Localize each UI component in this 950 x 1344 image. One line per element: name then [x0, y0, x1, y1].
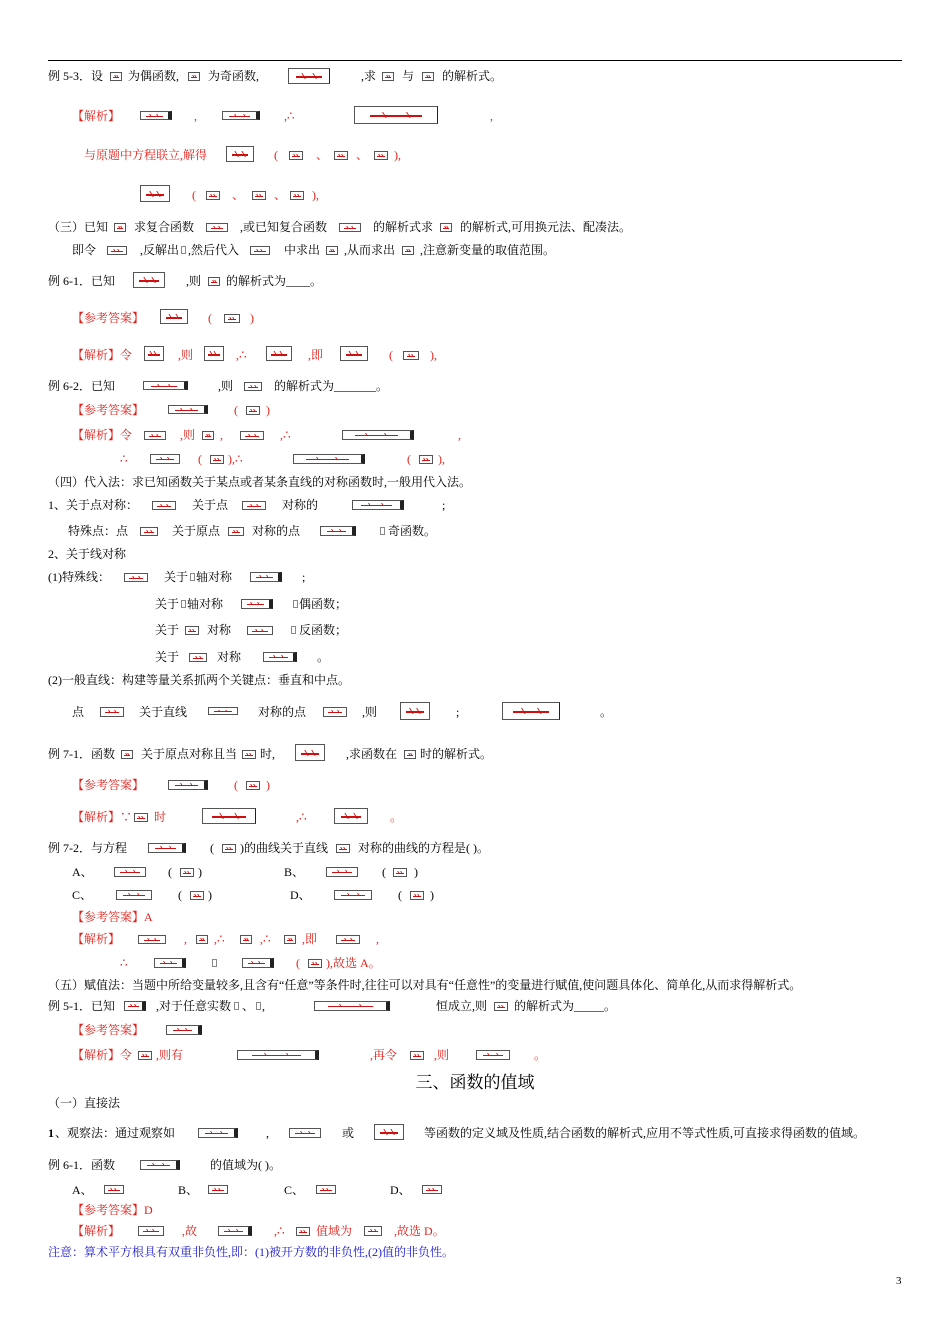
formula-image-icon: [320, 526, 356, 536]
formula-image-icon: [244, 382, 262, 391]
formula-image-icon: [247, 626, 273, 635]
formula-image-icon: [380, 527, 385, 535]
text: ,∴: [274, 1224, 285, 1238]
text: 【参考答案】: [72, 311, 145, 325]
text: 、: [242, 999, 255, 1013]
formula-image-icon: [403, 351, 419, 360]
formula-image-icon: [284, 935, 296, 944]
text: ,∴: [284, 109, 295, 123]
formula-image-icon: [154, 958, 186, 968]
formula-image-icon: [107, 246, 127, 255]
formula-image-icon: [293, 454, 365, 464]
formula-image-icon: [404, 750, 416, 759]
text: 轴对称: [187, 597, 224, 611]
formula-image-icon: [143, 381, 188, 390]
text: ): [250, 311, 254, 325]
text: ,∴: [214, 932, 225, 946]
text: 【参考答案】: [72, 1023, 145, 1037]
formula-image-icon: [152, 501, 176, 510]
text: 。: [317, 650, 330, 664]
text: 的值域为( )。: [210, 1158, 281, 1172]
text: 等函数的定义域及性质,结合函数的解析式,应用不等式性质,可直接求得函数的值域。: [424, 1126, 866, 1140]
text: 、: [316, 148, 329, 162]
text: ,或已知复合函数: [240, 220, 328, 234]
text: 恒成立,则: [436, 999, 488, 1013]
formula-image-icon: [181, 246, 186, 254]
text: ): [208, 888, 212, 902]
formula-image-icon: [138, 1226, 164, 1236]
text: 的解析式。: [442, 69, 503, 83]
text: 例 6-1．函数: [48, 1158, 115, 1172]
formula-image-icon: [502, 702, 560, 720]
text: ,求函数在: [346, 747, 398, 761]
text: ,: [262, 999, 265, 1013]
formula-image-icon: [133, 272, 165, 288]
text: 注意：算术平方根具有双重非负性,即：(1)被开方数的非负性,(2)值的非负性。: [48, 1245, 454, 1259]
text: 对称的: [282, 498, 319, 512]
text: 对称: [207, 623, 232, 637]
text: 例 6-2．已知: [48, 379, 115, 393]
text: ,求: [361, 69, 377, 83]
text: 为偶函数,: [128, 69, 180, 83]
formula-image-icon: [252, 191, 266, 200]
text: 【参考答案】A: [72, 910, 153, 924]
text: 【参考答案】: [72, 403, 145, 417]
text: ,: [184, 932, 187, 946]
text: 关于: [155, 650, 180, 664]
formula-image-icon: [202, 808, 256, 824]
formula-image-icon: [266, 346, 292, 361]
formula-image-icon: [326, 246, 338, 255]
formula-image-icon: [340, 346, 368, 361]
text: ),: [312, 188, 319, 202]
text: ,∴: [296, 810, 307, 824]
formula-image-icon: [160, 309, 188, 324]
formula-image-icon: [422, 1185, 442, 1194]
formula-image-icon: [206, 191, 220, 200]
formula-image-icon: [334, 151, 348, 160]
text: 对称的点: [252, 524, 301, 538]
formula-image-icon: [295, 744, 325, 761]
formula-image-icon: [410, 891, 424, 900]
formula-image-icon: [326, 867, 358, 877]
text: 、: [232, 188, 245, 202]
formula-image-icon: [240, 935, 252, 944]
formula-image-icon: [140, 527, 158, 536]
text: （三）已知: [48, 220, 109, 234]
text: ,: [490, 109, 493, 123]
text: 关于原点: [172, 524, 221, 538]
text: (: [168, 865, 172, 879]
formula-image-icon: [250, 246, 270, 255]
text: 求复合函数: [134, 220, 195, 234]
text: 。: [534, 1048, 547, 1062]
option-c-label: C、: [72, 888, 93, 902]
text: ,反解出: [140, 243, 180, 257]
text: ,: [220, 428, 223, 442]
formula-image-icon: [342, 430, 414, 440]
text: (: [398, 888, 402, 902]
text: )的曲线关于直线: [240, 841, 328, 855]
option-b-label: B、: [178, 1183, 199, 1197]
text: ,: [194, 109, 197, 123]
formula-image-icon: [116, 890, 152, 900]
text: 【解析】: [72, 932, 121, 946]
text: 【参考答案】D: [72, 1203, 153, 1217]
text: (: [296, 956, 300, 970]
text: ,∴: [280, 428, 291, 442]
formula-image-icon: [202, 431, 214, 440]
option-d-label: D、: [290, 888, 311, 902]
text: 、: [356, 148, 369, 162]
formula-image-icon: [140, 111, 172, 120]
text: (: [389, 348, 393, 362]
text: 【解析】令: [72, 1048, 133, 1062]
text: 关于点: [192, 498, 229, 512]
text: ;: [302, 570, 306, 584]
text: 偶函数；: [299, 597, 348, 611]
text: 反函数；: [299, 623, 348, 637]
formula-image-icon: [124, 573, 148, 582]
formula-image-icon: [352, 500, 404, 510]
text: 【参考答案】: [72, 778, 145, 792]
text: ): [266, 403, 270, 417]
text: ,再令: [370, 1048, 398, 1062]
formula-image-icon: [138, 935, 166, 944]
text: 。: [390, 810, 403, 824]
text: ,对于任意实数: [156, 999, 232, 1013]
formula-image-icon: [198, 1128, 238, 1138]
formula-image-icon: [393, 868, 407, 877]
formula-image-icon: [206, 223, 228, 232]
text: 例 7-2．与方程: [48, 841, 127, 855]
text: (: [382, 865, 386, 879]
formula-image-icon: [210, 455, 224, 464]
page-number: 3: [896, 1275, 902, 1287]
formula-image-icon: [224, 314, 240, 323]
header-rule: [48, 60, 902, 61]
text: 例 5-3．设: [48, 69, 103, 83]
formula-image-icon: [476, 1050, 510, 1060]
formula-image-icon: [222, 844, 236, 853]
text: (: [198, 452, 202, 466]
formula-image-icon: [410, 1051, 424, 1060]
formula-image-icon: [166, 1025, 202, 1035]
text: 例 6-1．已知: [48, 274, 115, 288]
formula-image-icon: [138, 1051, 152, 1060]
formula-image-icon: [222, 111, 260, 120]
text: 2、关于线对称: [48, 547, 127, 561]
text: 奇函数。: [388, 524, 437, 538]
text: 的解析式为_______。: [274, 379, 389, 393]
text: 关于直线: [139, 705, 188, 719]
formula-image-icon: [364, 1226, 382, 1236]
section-title: 三、函数的值域: [415, 1073, 535, 1092]
text: 点: [72, 705, 85, 719]
text: 。: [600, 705, 613, 719]
option-b-label: B、: [284, 865, 305, 879]
formula-image-icon: [181, 600, 186, 608]
text: ,则有: [156, 1048, 184, 1062]
formula-image-icon: [168, 780, 208, 790]
formula-image-icon: [148, 843, 186, 853]
text: 1、关于点对称：: [48, 498, 139, 512]
text: ,∴: [260, 932, 271, 946]
text: 或: [342, 1126, 355, 1140]
text: (: [234, 403, 238, 417]
text: ∴: [120, 452, 128, 466]
text: ,则: [186, 274, 202, 288]
formula-image-icon: [190, 891, 204, 900]
text: 例 7-1．函数: [48, 747, 115, 761]
text: (: [407, 452, 411, 466]
formula-image-icon: [308, 959, 322, 968]
text: 值域为: [316, 1224, 353, 1238]
formula-image-icon: [296, 1227, 310, 1236]
formula-image-icon: [212, 959, 217, 967]
formula-image-icon: [190, 573, 195, 581]
text: ,即: [308, 348, 324, 362]
formula-image-icon: [144, 431, 166, 440]
text: (: [210, 841, 214, 855]
text: ,: [376, 932, 379, 946]
text: ,注意新变量的取值范围。: [420, 243, 556, 257]
text: 与: [402, 69, 415, 83]
text: ,即: [302, 932, 318, 946]
formula-image-icon: [208, 277, 220, 286]
formula-image-icon: [289, 151, 303, 160]
option-c-label: C、: [284, 1183, 305, 1197]
formula-image-icon: [188, 72, 200, 81]
option-a-label: A、: [72, 865, 93, 879]
text: ;: [456, 705, 460, 719]
text: （四）代入法：求已知函数关于某点或者某条直线的对称函数时,一般用代入法。: [48, 475, 472, 489]
text: 1: [48, 1126, 54, 1140]
text: ,故: [182, 1224, 198, 1238]
text: (: [192, 188, 196, 202]
text: （五）赋值法：当题中所给变量较多,且含有“任意”等条件时,往往可以对具有“任意性”的变量进行赋值,使问题具体化、简单化,从而求得解析式。: [48, 978, 802, 992]
text: ): [414, 865, 418, 879]
text: ,则: [362, 705, 378, 719]
formula-image-icon: [140, 185, 170, 202]
formula-image-icon: [110, 72, 122, 81]
text: 时,: [260, 747, 276, 761]
text: ),∴: [228, 452, 243, 466]
formula-image-icon: [150, 454, 180, 464]
text: (2)一般直线：构建等量关系抓两个关键点：垂直和中点。: [48, 673, 350, 687]
text: 关于: [164, 570, 189, 584]
text: 特殊点：点: [68, 524, 129, 538]
text: 关于原点对称且当: [141, 747, 238, 761]
text: (: [234, 778, 238, 792]
text: 的解析式求: [373, 220, 434, 234]
formula-image-icon: [293, 600, 298, 608]
text: ,则: [434, 1048, 450, 1062]
formula-image-icon: [314, 1001, 390, 1011]
text: 【解析】: [72, 1224, 121, 1238]
formula-image-icon: [237, 1050, 319, 1060]
text: 【解析】: [72, 109, 121, 123]
formula-image-icon: [114, 867, 146, 877]
formula-image-icon: [246, 781, 260, 790]
formula-image-icon: [422, 72, 434, 81]
text: (1)特殊线：: [48, 570, 110, 584]
option-a-label: A、: [72, 1183, 93, 1197]
text: ,则: [178, 348, 194, 362]
text: 关于: [155, 597, 180, 611]
text: (: [274, 148, 278, 162]
formula-image-icon: [242, 958, 274, 968]
formula-image-icon: [240, 431, 264, 440]
formula-image-icon: [208, 707, 238, 715]
formula-image-icon: [288, 68, 330, 84]
text: 轴对称: [196, 570, 233, 584]
formula-image-icon: [440, 223, 452, 232]
text: 对称的曲线的方程是( )。: [358, 841, 489, 855]
text: ),: [394, 148, 401, 162]
text: 的解析式为_____。: [514, 999, 617, 1013]
formula-image-icon: [114, 223, 126, 232]
formula-image-icon: [323, 707, 347, 717]
formula-image-icon: [144, 346, 164, 361]
text: 为奇函数,: [208, 69, 260, 83]
text: ,: [266, 1126, 269, 1140]
formula-image-icon: [354, 106, 438, 124]
formula-image-icon: [121, 750, 133, 759]
formula-image-icon: [291, 626, 296, 634]
formula-image-icon: [234, 1002, 239, 1010]
formula-image-icon: [289, 1128, 321, 1138]
text: 时的解析式。: [420, 747, 493, 761]
formula-image-icon: [100, 707, 124, 717]
text: ,从而求出: [344, 243, 396, 257]
formula-image-icon: [374, 1124, 404, 1140]
formula-image-icon: [336, 935, 360, 944]
formula-image-icon: [246, 406, 260, 415]
formula-image-icon: [124, 1001, 146, 1011]
formula-image-icon: [382, 72, 394, 81]
text: ,: [458, 428, 461, 442]
text: ,故选 D。: [394, 1224, 445, 1238]
formula-image-icon: [334, 808, 368, 824]
text: 、: [274, 188, 287, 202]
text: ): [430, 888, 434, 902]
text: ): [266, 778, 270, 792]
text: (: [208, 311, 212, 325]
formula-image-icon: [208, 1185, 228, 1194]
formula-image-icon: [218, 1226, 252, 1236]
text: 对称: [217, 650, 242, 664]
text: ,然后代入: [188, 243, 240, 257]
formula-image-icon: [134, 813, 148, 822]
text: （一）直接法: [48, 1096, 121, 1110]
text: ,∴: [236, 348, 247, 362]
formula-image-icon: [140, 1160, 180, 1170]
text: ): [198, 865, 202, 879]
formula-image-icon: [419, 455, 433, 464]
text: ∴: [120, 956, 128, 970]
formula-image-icon: [250, 572, 282, 582]
formula-image-icon: [316, 1185, 336, 1194]
formula-image-icon: [400, 702, 430, 720]
formula-image-icon: [242, 750, 256, 759]
formula-image-icon: [185, 626, 199, 635]
text: 的解析式为____。: [226, 274, 323, 288]
text: (: [178, 888, 182, 902]
formula-image-icon: [402, 246, 414, 255]
formula-image-icon: [336, 844, 350, 853]
formula-image-icon: [241, 599, 273, 609]
formula-image-icon: [189, 653, 207, 662]
formula-image-icon: [204, 346, 224, 361]
formula-image-icon: [334, 890, 372, 900]
text: 【解析】∵: [72, 810, 133, 824]
text: 【解析】令: [72, 348, 133, 362]
formula-image-icon: [104, 1185, 124, 1194]
formula-image-icon: [228, 527, 244, 536]
text: ,则: [218, 379, 234, 393]
formula-image-icon: [168, 405, 208, 414]
text: 【解析】令: [72, 428, 133, 442]
text: 例 5-1．已知: [48, 999, 115, 1013]
text: ),: [430, 348, 437, 362]
formula-image-icon: [263, 652, 297, 662]
text: 中求出: [284, 243, 321, 257]
formula-image-icon: [226, 146, 254, 162]
text: 对称的点: [258, 705, 307, 719]
formula-image-icon: [180, 868, 194, 877]
text: ),: [438, 452, 445, 466]
formula-image-icon: [339, 223, 361, 232]
option-d-label: D、: [390, 1183, 411, 1197]
formula-image-icon: [494, 1002, 508, 1011]
text: 关于: [155, 623, 180, 637]
text: ,则: [180, 428, 196, 442]
formula-image-icon: [196, 935, 208, 944]
text: 的解析式,可用换元法、配凑法。: [460, 220, 632, 234]
text: 时: [154, 810, 167, 824]
text: 与原题中方程联立,解得: [84, 148, 208, 162]
text: ),故选 A。: [326, 956, 381, 970]
text: 即令: [72, 243, 97, 257]
formula-image-icon: [242, 501, 266, 510]
formula-image-icon: [256, 1002, 261, 1010]
formula-image-icon: [290, 191, 304, 200]
text: ;: [442, 498, 446, 512]
formula-image-icon: [374, 151, 388, 160]
text: 、观察法：通过观察如: [55, 1126, 176, 1140]
